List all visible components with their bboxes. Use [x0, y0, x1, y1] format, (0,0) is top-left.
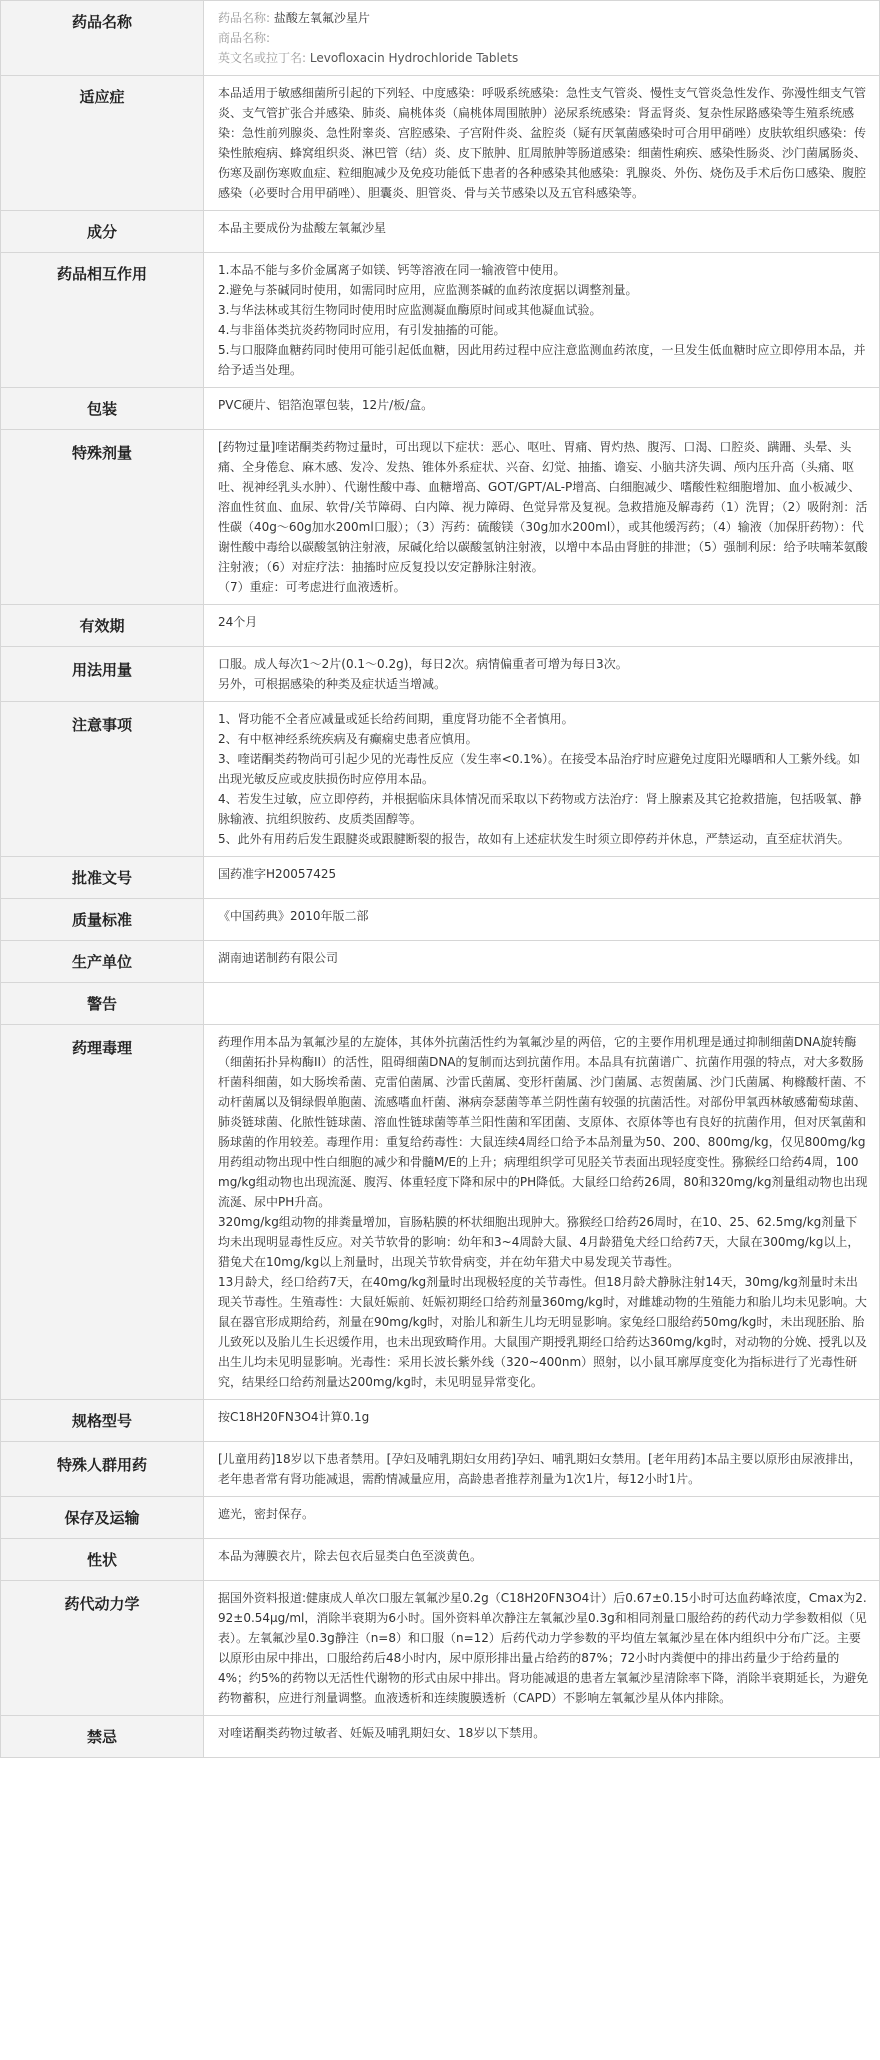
row-shelf-life	[1, 605, 880, 647]
label-pharmacokinetics: 药代动力学	[1, 1581, 204, 1716]
label-quality-standard: 质量标准	[1, 899, 204, 941]
value-approval-number: 国药准字H20057425	[204, 857, 880, 899]
label-special-populations: 特殊人群用药	[1, 1442, 204, 1497]
label-manufacturer: 生产单位	[1, 941, 204, 983]
value-pharmacology-toxicology	[204, 1025, 880, 1400]
precaution-item: 1、肾功能不全者应减量或延长给药间期，重度肾功能不全者慎用。	[218, 712, 574, 726]
value-precautions	[204, 702, 880, 857]
row-special-populations	[1, 1442, 880, 1497]
generic-name-prefix: 药品名称:	[218, 11, 271, 25]
label-approval-number: 批准文号	[1, 857, 204, 899]
value-quality-standard: 《中国药典》2010年版二部	[204, 899, 880, 941]
pharmacology-paragraph: 13月龄犬，经口给药7天，在40mg/kg剂量时出现极轻度的关节毒性。但18月龄犬静脉注射14天，30mg/kg剂量时未出现关节毒性。生殖毒性：大鼠妊娠前、妊娠初期经口给药剂量360mg/kg时，对雌雄动物的生殖能力和胎儿均未见影响。大鼠在器官形成期给药，剂量在90mg/kg时，对胎儿和新生儿均无明显影响。家兔经口服给药50mg/kg时，未出现胚胎、胎儿致死以及胎儿生长迟缓作用，也未出现致畸作用。大鼠围产期授乳期经口给药达360mg/kg时，对动物的分娩、授乳以及出生儿均未见明显影响。光毒性：采用长波长紫外线（320~400nm）照射，以小鼠耳廓厚度变化为指标进行了光毒性研究，结果经口给药剂量达200mg/kg时，未见明显异常变化。	[218, 1275, 867, 1389]
row-warning	[1, 983, 880, 1025]
value-indications: 本品适用于敏感细菌所引起的下列轻、中度感染：呼吸系统感染：急性支气管炎、慢性支气管炎急性发作、弥漫性细支气管炎、支气管扩张合并感染、肺炎、扁桃体炎（扁桃体周围脓肿）泌尿系统感染：肾盂肾炎、复杂性尿路感染等生殖系统感染：急性前列腺炎、急性附睾炎、宫腔感染、子宫附件炎、盆腔炎（疑有厌氧菌感染时可合用甲硝唑）皮肤软组织感染：传染性脓疱病、蜂窝组织炎、淋巴管（结）炎、皮下脓肿、肛周脓肿等肠道感染：细菌性痢疾、感染性肠炎、沙门菌属肠炎、伤寒及副伤寒败血症、粒细胞减少及免疫功能低下患者的各种感染其他感染：乳腺炎、外伤、烧伤及手术后伤口感染、腹腔感染（必要时合用甲硝唑）、胆囊炎、胆管炎、骨与关节感染以及五官科感染等。	[204, 76, 880, 211]
precaution-item: 4、若发生过敏，应立即停药，并根据临床具体情况而采取以下药物或方法治疗：肾上腺素及其它抢救措施，包括吸氧、静脉输液、抗组织胺药、皮质类固醇等。	[218, 792, 862, 826]
row-manufacturer	[1, 941, 880, 983]
value-contraindications: 对喹诺酮类药物过敏者、妊娠及哺乳期妇女、18岁以下禁用。	[204, 1716, 880, 1758]
row-pharmacology-toxicology	[1, 1025, 880, 1400]
row-special-dosage	[1, 430, 880, 605]
label-description: 性状	[1, 1539, 204, 1581]
interaction-item: 1.本品不能与多价金属离子如镁、钙等溶液在同一输液管中使用。	[218, 263, 566, 277]
usage-line: 另外，可根据感染的种类及症状适当增减。	[218, 677, 447, 691]
row-indications	[1, 76, 880, 211]
value-interactions	[204, 253, 880, 388]
value-warning	[204, 983, 880, 1025]
row-storage	[1, 1497, 880, 1539]
pharmacology-paragraph: 药理作用本品为氧氟沙星的左旋体，其体外抗菌活性约为氧氟沙星的两倍，它的主要作用机理是通过抑制细菌DNA旋转酶（细菌拓扑异构酶II）的活性，阻碍细菌DNA的复制而达到抗菌作用。本品具有抗菌谱广、抗菌作用强的特点，对大多数肠杆菌科细菌，如大肠埃希菌、克雷伯菌属、沙雷氏菌属、变形杆菌属、沙门菌属、志贺菌属、沙门氏菌属、枸橼酸杆菌、不动杆菌属以及铜绿假单胞菌、流感嗜血杆菌、淋病奈瑟菌等革兰阴性菌有较强的抗菌活性。对部份甲氧西林敏感葡萄球菌、肺炎链球菌、化脓性链球菌、溶血性链球菌等革兰阳性菌和军团菌、支原体、衣原体等也有良好的抗菌作用，但对厌氧菌和肠球菌的作用较差。毒理作用：重复给药毒性：大鼠连续4周经口给予本品剂量为50、200、800mg/kg，仅见800mg/kg用药组动物出现中性白细胞的减少和骨髓M/E的上升；病理组织学可见胫关节表面出现轻度变性。猕猴经口给药4周，100mg/kg组动物也出现流涎、腹泻、体重轻度下降和尿中的PH降低。大鼠经口给药26周，80和320mg/kg剂量组动物也出现流涎、尿中PH升高。	[218, 1035, 868, 1209]
interaction-item: 2.避免与茶碱同时使用，如需同时应用，应监测茶碱的血药浓度据以调整剂量。	[218, 283, 638, 297]
label-pharmacology-toxicology: 药理毒理	[1, 1025, 204, 1400]
value-packaging: PVC硬片、铝箔泡罩包装，12片/板/盒。	[204, 388, 880, 430]
value-storage: 遮光，密封保存。	[204, 1497, 880, 1539]
label-indications: 适应症	[1, 76, 204, 211]
label-precautions: 注意事项	[1, 702, 204, 857]
row-quality-standard	[1, 899, 880, 941]
label-special-dosage: 特殊剂量	[1, 430, 204, 605]
value-special-populations: [儿童用药]18岁以下患者禁用。[孕妇及哺乳期妇女用药]孕妇、哺乳期妇女禁用。[老年用药]本品主要以原形由尿液排出，老年患者常有肾功能减退，需酌情减量应用，高龄患者推荐剂量为1次1片，每12小时1片。	[204, 1442, 880, 1497]
value-shelf-life: 24个月	[204, 605, 880, 647]
row-packaging	[1, 388, 880, 430]
value-manufacturer: 湖南迪诺制药有限公司	[204, 941, 880, 983]
label-packaging: 包装	[1, 388, 204, 430]
precaution-item: 3、喹诺酮类药物尚可引起少见的光毒性反应（发生率<0.1%）。在接受本品治疗时应避免过度阳光曝晒和人工紫外线。如出现光敏反应或皮肤损伤时应停用本品。	[218, 752, 861, 786]
row-precautions	[1, 702, 880, 857]
label-contraindications: 禁忌	[1, 1716, 204, 1758]
interaction-item: 5.与口服降血糖药同时使用可能引起低血糖，因此用药过程中应注意监测血药浓度，一旦发生低血糖时应立即停用本品，并给予适当处理。	[218, 343, 866, 377]
english-name-prefix: 英文名或拉丁名:	[218, 51, 307, 65]
usage-line: 口服。成人每次1～2片(0.1～0.2g)，每日2次。病情偏重者可增为每日3次。	[218, 657, 628, 671]
row-approval-number	[1, 857, 880, 899]
label-ingredients: 成分	[1, 211, 204, 253]
label-storage: 保存及运输	[1, 1497, 204, 1539]
row-specification	[1, 1400, 880, 1442]
overdose-paragraph: [药物过量]喹诺酮类药物过量时，可出现以下症状：恶心、呕吐、胃痛、胃灼热、腹泻、口渴、口腔炎、蹒跚、头晕、头痛、全身倦怠、麻木感、发冷、发热、锥体外系症状、兴奋、幻觉、抽搐、谵妄、小脑共济失调、颅内压升高（头痛、呕吐、视神经乳头水肿）、代谢性酸中毒、血糖增高、GOT/GPT/AL-P增高、白细胞减少、嗜酸性粒细胞增加、血小板减少、溶血性贫血、血尿、软骨/关节障碍、白内障、视力障碍、色觉异常及复视。急救措施及解毒药（1）洗胃；（2）吸附剂：活性碳（40g～60g加水200ml口服）；（3）泻药：硫酸镁（30g加水200ml），或其他缓泻药；（4）输液（加保肝药物）：代谢性酸中毒给以碳酸氢钠注射液，尿碱化给以碳酸氢钠注射液，以增中本品由肾脏的排泄；（5）强制利尿：给予呋喃苯氨酸注射液；（6）对症疗法：抽搐时应反复投以安定静脉注射液。	[218, 440, 868, 574]
row-usage-dosage	[1, 647, 880, 702]
interaction-item: 4.与非甾体类抗炎药物同时应用，有引发抽搐的可能。	[218, 323, 506, 337]
precaution-item: 2、有中枢神经系统疾病及有癫痫史患者应慎用。	[218, 732, 478, 746]
value-specification: 按C18H20FN3O4计算0.1g	[204, 1400, 880, 1442]
pharmacology-paragraph: 320mg/kg组动物的排粪量增加，盲肠粘膜的杯状细胞出现肿大。猕猴经口给药26周时，在10、25、62.5mg/kg剂量下均未出现明显毒性反应。对关节软骨的影响：幼年和3~4周龄大鼠、4月龄猎兔犬经口给药7天，大鼠在300mg/kg以上，猎兔犬在10mg/kg以上剂量时，出现关节软骨病变，并在幼年猎犬中易发现关节毒性。	[218, 1215, 860, 1269]
row-interactions	[1, 253, 880, 388]
label-drug-name: 药品名称	[1, 1, 204, 76]
value-ingredients: 本品主要成份为盐酸左氧氟沙星	[204, 211, 880, 253]
precaution-item: 5、此外有用药后发生跟腱炎或跟腱断裂的报告，故如有上述症状发生时须立即停药并休息，严禁运动，直至症状消失。	[218, 832, 850, 846]
generic-name: 盐酸左氧氟沙星片	[273, 11, 370, 25]
row-contraindications	[1, 1716, 880, 1758]
label-specification: 规格型号	[1, 1400, 204, 1442]
overdose-paragraph: （7）重症：可考虑进行血液透析。	[218, 580, 406, 594]
row-description	[1, 1539, 880, 1581]
label-interactions: 药品相互作用	[1, 253, 204, 388]
english-name: Levofloxacin Hydrochloride Tablets	[309, 51, 519, 65]
row-ingredients	[1, 211, 880, 253]
label-shelf-life: 有效期	[1, 605, 204, 647]
label-warning: 警告	[1, 983, 204, 1025]
value-pharmacokinetics: 据国外资料报道:健康成人单次口服左氧氟沙星0.2g（C18H20FN3O4计）后0.67±0.15小时可达血药峰浓度，Cmax为2.92±0.54μg/ml，消除半衰期为6小时。国外资料单次静注左氧氟沙星0.3g和相同剂量口服给药的药代动力学参数相似（见表）。左氧氟沙星0.3g静注（n=8）和口服（n=12）后药代动力学参数的平均值左氧氟沙星在体内组织中分布广泛。主要以原形由尿中排出，口服给药后48小时内，尿中原形排出量占给药的87%；72小时内粪便中的排出药量少于给药量的4%；约5%的药物以无活性代谢物的形式由尿中排出。肾功能减退的患者左氧氟沙星清除率下降，消除半衰期延长，为避免药物蓄积，应进行剂量调整。血液透析和连续腹膜透析（CAPD）不影响左氧氟沙星从体内排除。	[204, 1581, 880, 1716]
interaction-item: 3.与华法林或其衍生物同时使用时应监测凝血酶原时间或其他凝血试验。	[218, 303, 602, 317]
value-description: 本品为薄膜衣片，除去包衣后显类白色至淡黄色。	[204, 1539, 880, 1581]
value-usage-dosage	[204, 647, 880, 702]
value-special-dosage	[204, 430, 880, 605]
value-drug-name	[204, 1, 880, 76]
label-usage-dosage: 用法用量	[1, 647, 204, 702]
row-pharmacokinetics	[1, 1581, 880, 1716]
trade-name-prefix: 商品名称:	[218, 31, 271, 45]
row-drug-name	[1, 1, 880, 76]
